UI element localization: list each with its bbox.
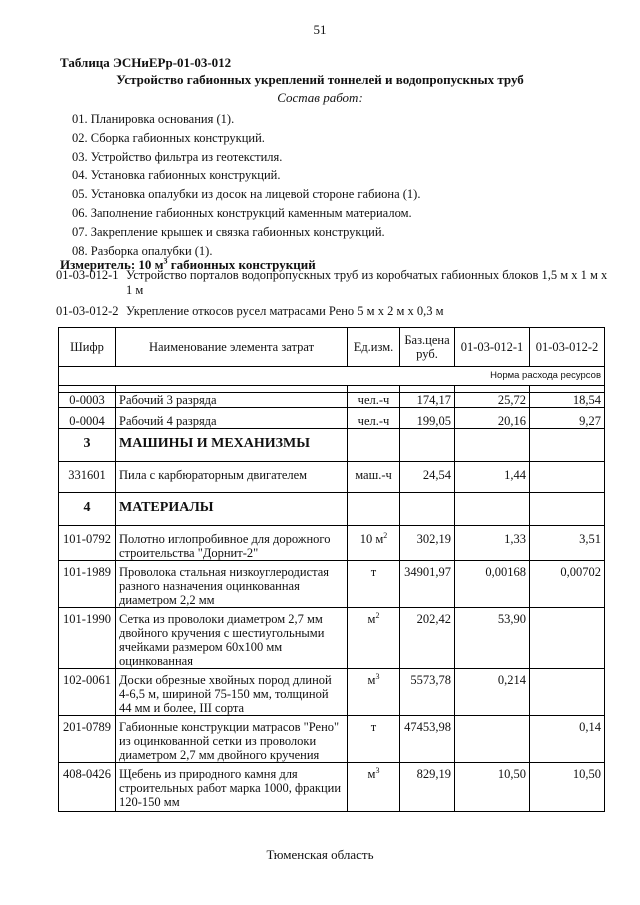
- cell-name: Доски обрезные хвойных пород длиной 4-6,5 м, шириной 75-150 мм, толщиной 44 мм и более, III сорта: [116, 669, 348, 716]
- cell-name: Щебень из природного камня для строительных работ марка 1000, фракции 120-150 мм: [116, 763, 348, 812]
- unit-text: т: [370, 720, 377, 734]
- table-row: [59, 608, 605, 669]
- cell-v2: 0,00702: [530, 561, 605, 608]
- cell-v1: 1,44: [455, 462, 530, 493]
- cell-code: 102-0061: [59, 669, 116, 716]
- cell-v1: 0,00168: [455, 561, 530, 608]
- table-code: Таблица ЭСНиЕРр-01-03-012: [60, 55, 232, 70]
- unit-text: м: [367, 767, 376, 781]
- section-row: [59, 429, 605, 462]
- definition-text: Укрепление откосов русел матрасами Рено 5 м х 2 м х 0,3 м: [126, 304, 444, 318]
- cell-v1: [455, 716, 530, 763]
- table-row: [59, 393, 605, 408]
- cell-unit: [348, 669, 400, 716]
- header-price: Баз.цена руб.: [400, 328, 455, 367]
- cell-code: 101-1989: [59, 561, 116, 608]
- unit-sup: 2: [375, 610, 380, 620]
- section-title: МАШИНЫ И МЕХАНИЗМЫ: [116, 429, 348, 462]
- cell-unit: чел.-ч: [348, 408, 400, 429]
- section-row: [59, 493, 605, 526]
- cell-price: 302,19: [400, 526, 455, 561]
- definition-row: [56, 304, 616, 319]
- cell-code: 331601: [59, 462, 116, 493]
- cell-v2: [530, 669, 605, 716]
- cell-price: 829,19: [400, 763, 455, 812]
- cell-code: 408-0426: [59, 763, 116, 812]
- cell-v2: 9,27: [530, 408, 605, 429]
- cell-code: 101-1990: [59, 608, 116, 669]
- unit-text: м: [367, 612, 376, 626]
- cell-unit: [348, 716, 400, 763]
- cell-name: Рабочий 3 разряда: [116, 393, 348, 408]
- unit-sup: 2: [383, 530, 388, 540]
- table-header-row: [59, 328, 605, 367]
- cell-unit: [348, 608, 400, 669]
- cell-code: 201-0789: [59, 716, 116, 763]
- cell-v1: 10,50: [455, 763, 530, 812]
- unit-text: м: [367, 673, 376, 687]
- cell-v2: 0,14: [530, 716, 605, 763]
- page-number: 51: [313, 22, 327, 37]
- definition-code: 01-03-012-1: [56, 268, 119, 282]
- meter-sup: 3: [163, 256, 168, 266]
- cell-name: Габионные конструкции матрасов "Рено" из оцинкованной сетки из проволоки диаметром 2,7 мм двойного кручения: [116, 716, 348, 763]
- table-row: [59, 462, 605, 493]
- section-number: 4: [59, 493, 116, 526]
- cell-name: Полотно иглопробивное для дорожного строительства "Дорнит-2": [116, 526, 348, 561]
- table-row: [59, 561, 605, 608]
- norm-row: [59, 367, 605, 386]
- cell-unit: маш.-ч: [348, 462, 400, 493]
- definition-text: Устройство порталов водопропускных труб из коробчатых габионных блоков 1,5 м х 1 м х 1 м: [126, 268, 608, 297]
- definition-code: 01-03-012-2: [56, 304, 119, 318]
- cell-name: Рабочий 4 разряда: [116, 408, 348, 429]
- work-item: 05. Установка опалубки из досок на лицевой стороне габиона (1).: [72, 187, 421, 202]
- header-col2: 01-03-012-2: [530, 328, 605, 367]
- cell-price: 5573,78: [400, 669, 455, 716]
- meter-label: Измеритель: 10 м: [60, 257, 164, 272]
- footer-region: Тюменская область: [266, 847, 374, 862]
- cell-v1: 20,16: [455, 408, 530, 429]
- cell-v1: 1,33: [455, 526, 530, 561]
- cell-code: 101-0792: [59, 526, 116, 561]
- norm-label: Норма расхода ресурсов: [59, 367, 605, 386]
- table-row: [59, 669, 605, 716]
- meter-rest: габионных конструкций: [167, 257, 316, 272]
- work-item: 07. Закрепление крышек и связка габионных конструкций.: [72, 224, 385, 239]
- unit-text: 10 м: [359, 532, 384, 546]
- work-item: 02. Сборка габионных конструкций.: [72, 130, 265, 145]
- cell-price: 34901,97: [400, 561, 455, 608]
- cell-code: 0-0003: [59, 393, 116, 408]
- work-item: 06. Заполнение габионных конструкций каменным материалом.: [72, 205, 412, 220]
- cell-price: 199,05: [400, 408, 455, 429]
- cell-v2: 18,54: [530, 393, 605, 408]
- document-title: Устройство габионных укреплений тоннелей и водопропускных труб: [116, 72, 524, 87]
- cell-price: 202,42: [400, 608, 455, 669]
- cell-v1: 0,214: [455, 669, 530, 716]
- cell-code: 0-0004: [59, 408, 116, 429]
- unit-sup: 3: [375, 765, 380, 775]
- cell-v1: 53,90: [455, 608, 530, 669]
- table-row: [59, 763, 605, 812]
- work-item: 08. Разборка опалубки (1).: [72, 243, 213, 258]
- definition-row: [56, 268, 616, 298]
- work-item: 04. Установка габионных конструкций.: [72, 168, 281, 183]
- works-list: [72, 110, 420, 260]
- resource-table: [58, 327, 605, 812]
- section-number: 3: [59, 429, 116, 462]
- cell-name: Сетка из проволоки диаметром 2,7 мм двойного кручения с шестиугольными ячейками размером 60х100 мм оцинкованная: [116, 608, 348, 669]
- cell-v1: 25,72: [455, 393, 530, 408]
- work-item: 01. Планировка основания (1).: [72, 112, 235, 126]
- unit-sup: 3: [375, 671, 380, 681]
- cell-price: 24,54: [400, 462, 455, 493]
- unit-text: т: [370, 565, 377, 579]
- works-heading: Состав работ:: [277, 90, 363, 105]
- table-row: [59, 526, 605, 561]
- cell-unit: [348, 526, 400, 561]
- cell-name: Пила с карбюраторным двигателем: [116, 462, 348, 493]
- cell-price: 47453,98: [400, 716, 455, 763]
- header-col1: 01-03-012-1: [455, 328, 530, 367]
- cell-v2: 10,50: [530, 763, 605, 812]
- table-row: [59, 716, 605, 763]
- cell-unit: [348, 763, 400, 812]
- cell-unit: [348, 561, 400, 608]
- cell-unit: чел.-ч: [348, 393, 400, 408]
- table-row: [59, 408, 605, 429]
- cell-price: 174,17: [400, 393, 455, 408]
- cell-name: Проволока стальная низкоуглеродистая разного назначения оцинкованная диаметром 2,2 мм: [116, 561, 348, 608]
- cell-v2: [530, 462, 605, 493]
- header-code: Шифр: [59, 328, 116, 367]
- section-title: МАТЕРИАЛЫ: [116, 493, 348, 526]
- header-name: Наименование элемента затрат: [116, 328, 348, 367]
- work-item: 03. Устройство фильтра из геотекстиля.: [72, 149, 283, 164]
- header-unit: Ед.изм.: [348, 328, 400, 367]
- cell-v2: [530, 608, 605, 669]
- cell-v2: 3,51: [530, 526, 605, 561]
